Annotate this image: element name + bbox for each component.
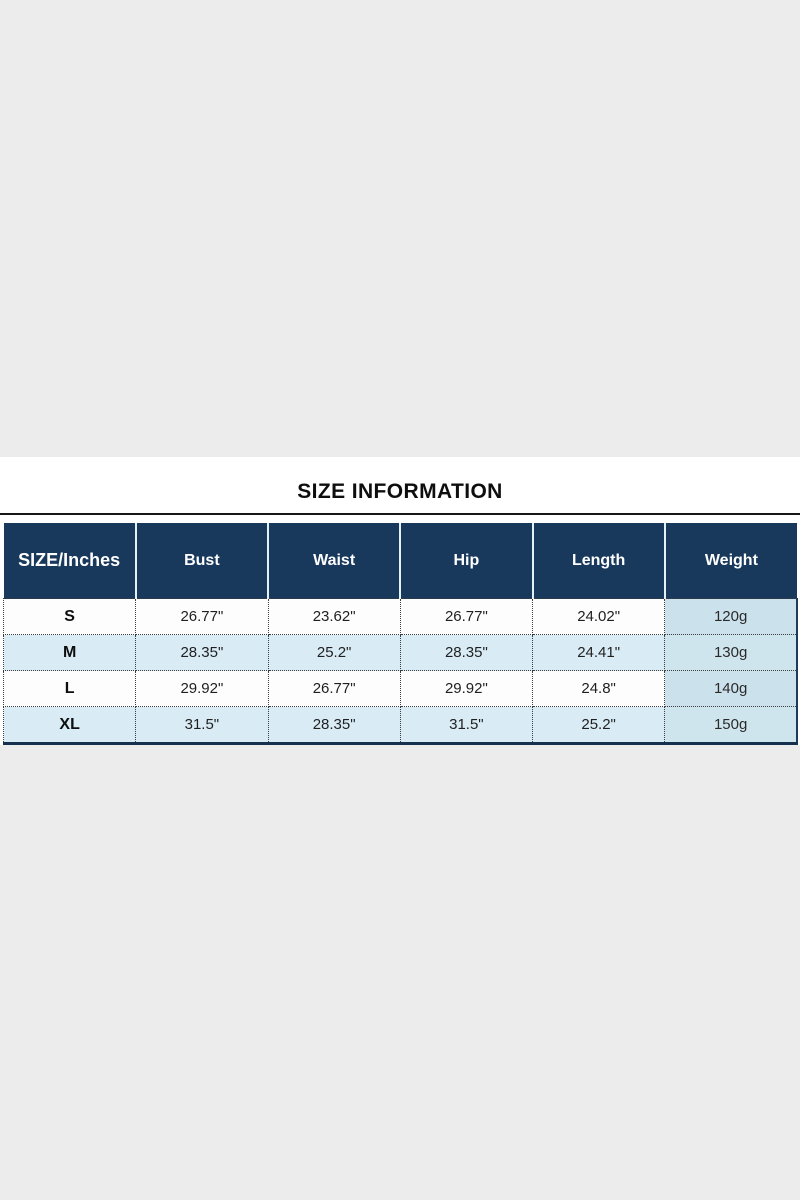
col-header-length: Length <box>533 523 665 599</box>
size-table-header <box>4 523 798 599</box>
col-header-bust: Bust <box>136 523 268 599</box>
cell-length: 24.02" <box>533 599 665 635</box>
cell-weight: 150g <box>665 707 797 744</box>
table-row-l <box>4 671 798 707</box>
col-header-weight: Weight <box>665 523 797 599</box>
title-divider <box>0 513 800 515</box>
cell-waist: 23.62" <box>268 599 400 635</box>
cell-weight: 140g <box>665 671 797 707</box>
page-title: SIZE INFORMATION <box>297 480 503 503</box>
col-header-waist: Waist <box>268 523 400 599</box>
cell-length: 25.2" <box>533 707 665 744</box>
cell-hip: 28.35" <box>400 635 532 671</box>
cell-waist: 26.77" <box>268 671 400 707</box>
cell-waist: 25.2" <box>268 635 400 671</box>
cell-bust: 28.35" <box>136 635 268 671</box>
cell-bust: 26.77" <box>136 599 268 635</box>
cell-bust: 31.5" <box>136 707 268 744</box>
cell-length: 24.41" <box>533 635 665 671</box>
cell-hip: 29.92" <box>400 671 532 707</box>
table-row-xl <box>4 707 798 744</box>
cell-hip: 26.77" <box>400 599 532 635</box>
cell-size: S <box>4 599 136 635</box>
cell-bust: 29.92" <box>136 671 268 707</box>
cell-hip: 31.5" <box>400 707 532 744</box>
cell-size: L <box>4 671 136 707</box>
cell-waist: 28.35" <box>268 707 400 744</box>
cell-size: M <box>4 635 136 671</box>
size-table <box>3 523 798 745</box>
size-info-panel <box>0 457 800 745</box>
table-row-m <box>4 635 798 671</box>
header-row <box>4 523 798 599</box>
table-row-s <box>4 599 798 635</box>
col-header-hip: Hip <box>400 523 532 599</box>
col-header-size: SIZE/Inches <box>4 523 136 599</box>
size-table-body <box>4 599 798 744</box>
cell-size: XL <box>4 707 136 744</box>
cell-weight: 130g <box>665 635 797 671</box>
cell-length: 24.8" <box>533 671 665 707</box>
cell-weight: 120g <box>665 599 797 635</box>
